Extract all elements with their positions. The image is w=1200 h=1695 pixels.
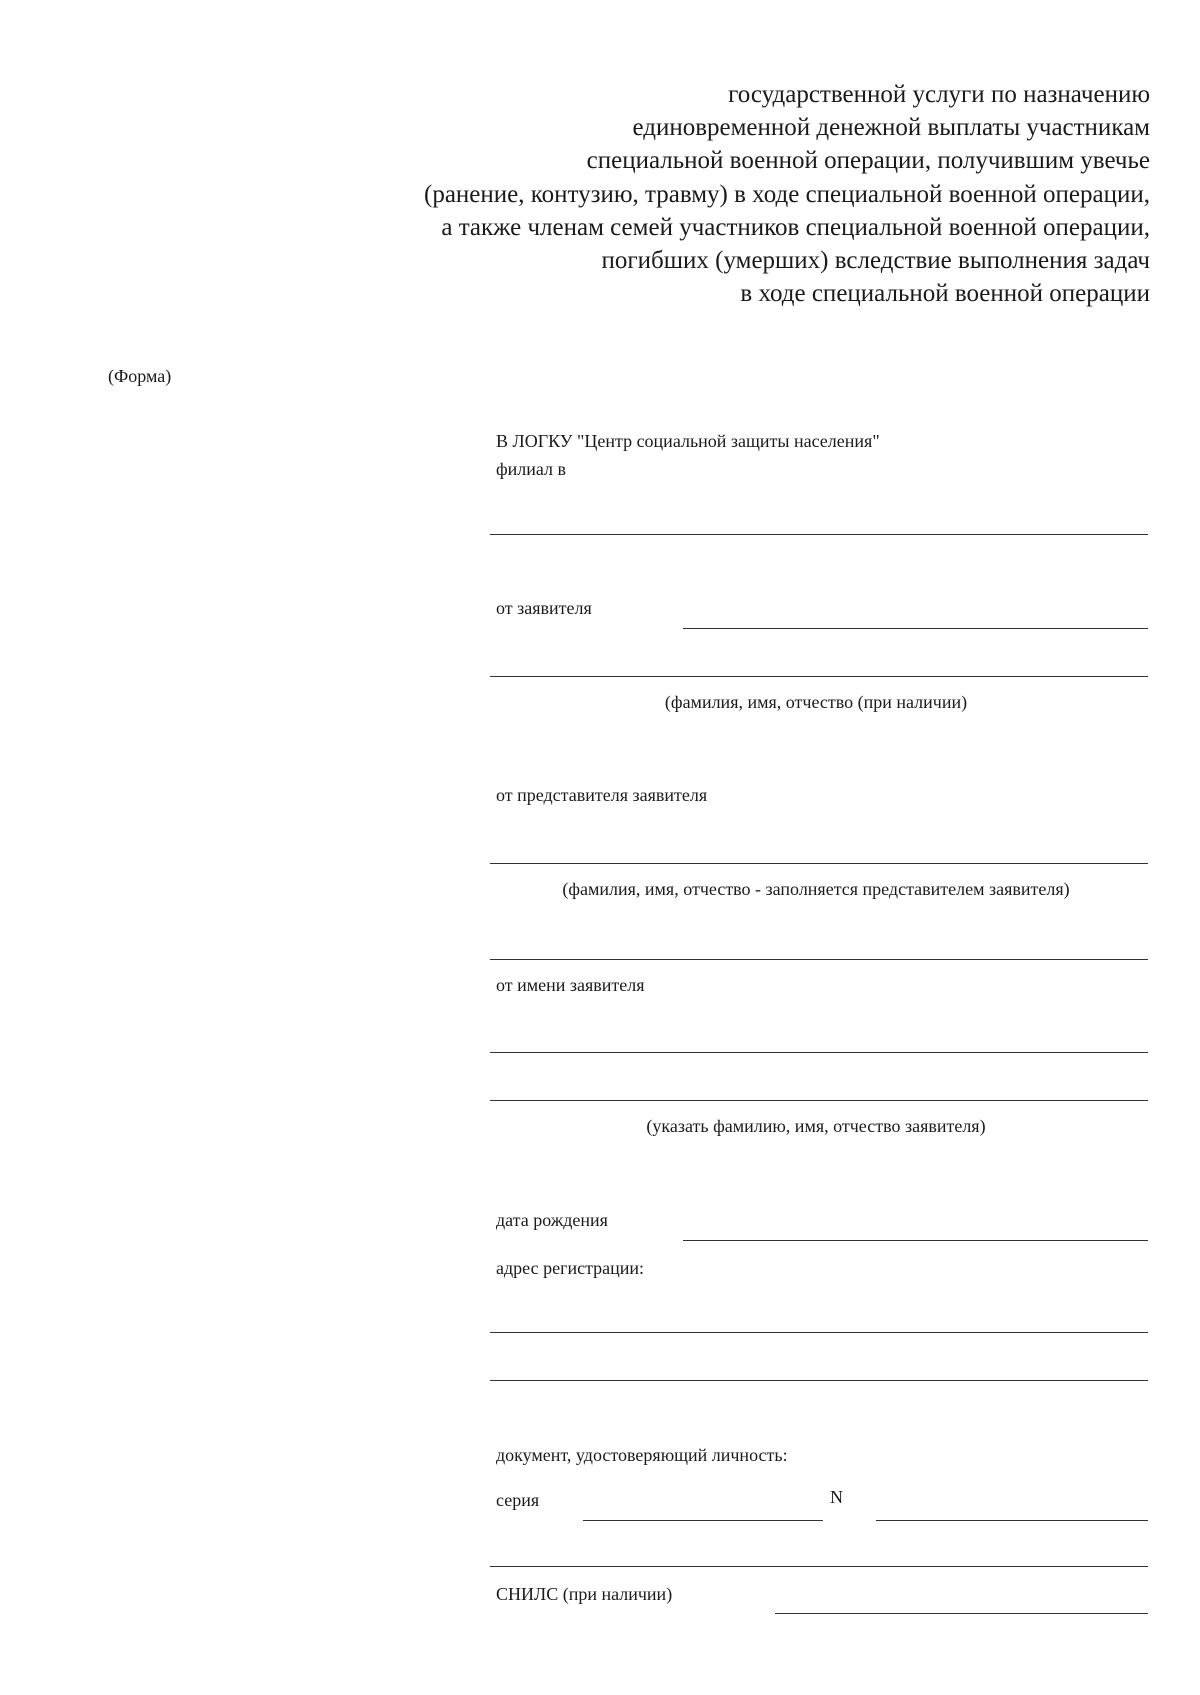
series-field-line[interactable]: [583, 1520, 823, 1521]
on-behalf-field-line[interactable]: [490, 1052, 1148, 1053]
header-line: (ранение, контузию, травму) в ходе специальной военной операции,: [424, 180, 1150, 208]
series-label: серия: [496, 1490, 540, 1510]
header-line: в ходе специальной военной операции: [740, 280, 1150, 308]
on-behalf-field-line-2[interactable]: [490, 1100, 1148, 1101]
form-mark: (Форма): [108, 366, 172, 386]
header-block: [150, 78, 1150, 310]
recipient-line-1: В ЛОГКУ "Центр социальной защиты населения": [496, 431, 880, 451]
header-line: специальной военной операции, получившим увечье: [586, 147, 1150, 175]
header-line: единовременной денежной выплаты участникам: [632, 114, 1150, 142]
birth-date-label: дата рождения: [496, 1210, 608, 1230]
address-field-line-2[interactable]: [490, 1380, 1148, 1381]
applicant-caption: (фамилия, имя, отчество (при наличии): [664, 692, 968, 712]
representative-field-line-2[interactable]: [490, 959, 1148, 960]
header-line: государственной услуги по назначению: [728, 81, 1150, 108]
recipient-line-2: филиал в: [496, 459, 567, 479]
address-field-line[interactable]: [490, 1332, 1148, 1333]
branch-field-line[interactable]: [490, 534, 1148, 535]
header-line: а также членам семей участников специальной военной операции,: [441, 213, 1150, 241]
on-behalf-label: от имени заявителя: [496, 975, 645, 995]
number-field-line[interactable]: [876, 1520, 1148, 1521]
on-behalf-caption: (указать фамилию, имя, отчество заявителя): [646, 1116, 986, 1136]
representative-label: от представителя заявителя: [496, 785, 708, 805]
applicant-field-line[interactable]: [683, 628, 1148, 629]
header-line: погибших (умерших) вследствие выполнения задач: [601, 247, 1150, 275]
identity-doc-field-line[interactable]: [490, 1566, 1148, 1567]
birth-date-field-line[interactable]: [683, 1240, 1148, 1241]
representative-caption: (фамилия, имя, отчество - заполняется представителем заявителя): [562, 879, 1070, 899]
applicant-label: от заявителя: [496, 598, 592, 618]
applicant-field-line-2[interactable]: [490, 676, 1148, 677]
address-label: адрес регистрации:: [496, 1258, 645, 1278]
snils-field-line[interactable]: [775, 1613, 1148, 1614]
number-label: N: [830, 1487, 843, 1507]
identity-doc-label: документ, удостоверяющий личность:: [496, 1445, 788, 1465]
representative-field-line[interactable]: [490, 863, 1148, 864]
snils-label: СНИЛС (при наличии): [496, 1584, 673, 1604]
